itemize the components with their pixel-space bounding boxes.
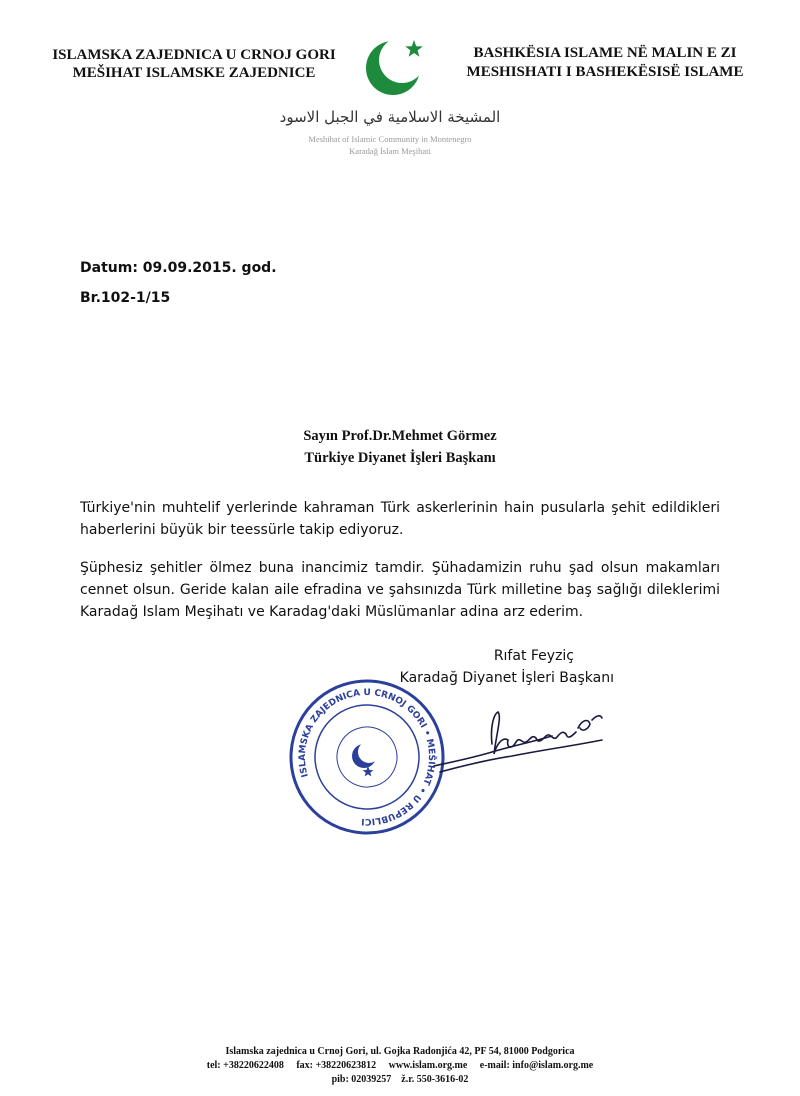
recipient-name: Sayın Prof.Dr.Mehmet Görmez bbox=[303, 428, 497, 444]
document-reference: Br.102-1/15 bbox=[80, 290, 171, 306]
body-paragraph-2: Şüphesiz şehitler ölmez buna inancimiz tamdir. Şühadamizin ruhu şad olsun makamları cennet olsun. Geride kalan aile efradina ve şahsınızda Türk milletine baş sağlığı dileklerimi Karadağ Islam Meşihatı ve Karadag'daki Müslümanlar adina arz ederim. bbox=[80, 560, 720, 620]
header-right bbox=[440, 44, 770, 82]
header-left bbox=[34, 46, 354, 82]
header-right-line1: BASHKËSIA ISLAME NË MALIN E ZI bbox=[473, 45, 737, 61]
header-left-line2: MEŠIHAT ISLAMSKE ZAJEDNICE bbox=[72, 65, 316, 81]
header-right-line2: MESHISHATI I BASHEKËSISË ISLAME bbox=[466, 64, 744, 80]
header-arabic: المشيخة الاسلامية في الجبل الاسود bbox=[279, 108, 501, 126]
document-date: Datum: 09.09.2015. god. bbox=[80, 260, 277, 276]
header-subtitle-tr: Karadağ İslam Meşihati bbox=[349, 146, 431, 156]
handwritten-signature bbox=[432, 706, 612, 796]
crescent-star-icon bbox=[364, 36, 426, 98]
signatory-title: Karadağ Diyanet İşleri Başkanı bbox=[399, 670, 614, 686]
body-paragraph-1: Türkiye'nin muhtelif yerlerinde kahraman Türk askerlerinin hain pusularla şehit edildikleri haberlerini büyük bir teessürle takip ediyoruz. bbox=[80, 500, 720, 538]
stamp-outer-text: ISLAMSKA ZAJEDNICA U CRNOJ GORI • MEŠIHAT • U REPUBLICI bbox=[297, 687, 437, 827]
header-left-line1: ISLAMSKA ZAJEDNICA U CRNOJ GORI bbox=[52, 47, 336, 63]
signatory-name: Rıfat Feyziç bbox=[493, 648, 574, 664]
recipient-title: Türkiye Diyanet İşleri Başkanı bbox=[304, 450, 496, 466]
header-subtitle-en: Meshihat of Islamic Community in Montenegro bbox=[308, 134, 472, 144]
footer-address: Islamska zajednica u Crnoj Gori, ul. Gojka Radonjića 42, PF 54, 81000 Podgorica bbox=[225, 1046, 575, 1057]
footer-contacts: tel: +38220622408 fax: +38220623812 www.islam.org.me e-mail: info@islam.org.me bbox=[206, 1060, 594, 1071]
official-stamp bbox=[284, 676, 450, 838]
footer-tax-info: pib: 02039257 ž.r. 550-3616-02 bbox=[331, 1074, 469, 1085]
stamp-crescent-star-icon bbox=[352, 741, 380, 776]
